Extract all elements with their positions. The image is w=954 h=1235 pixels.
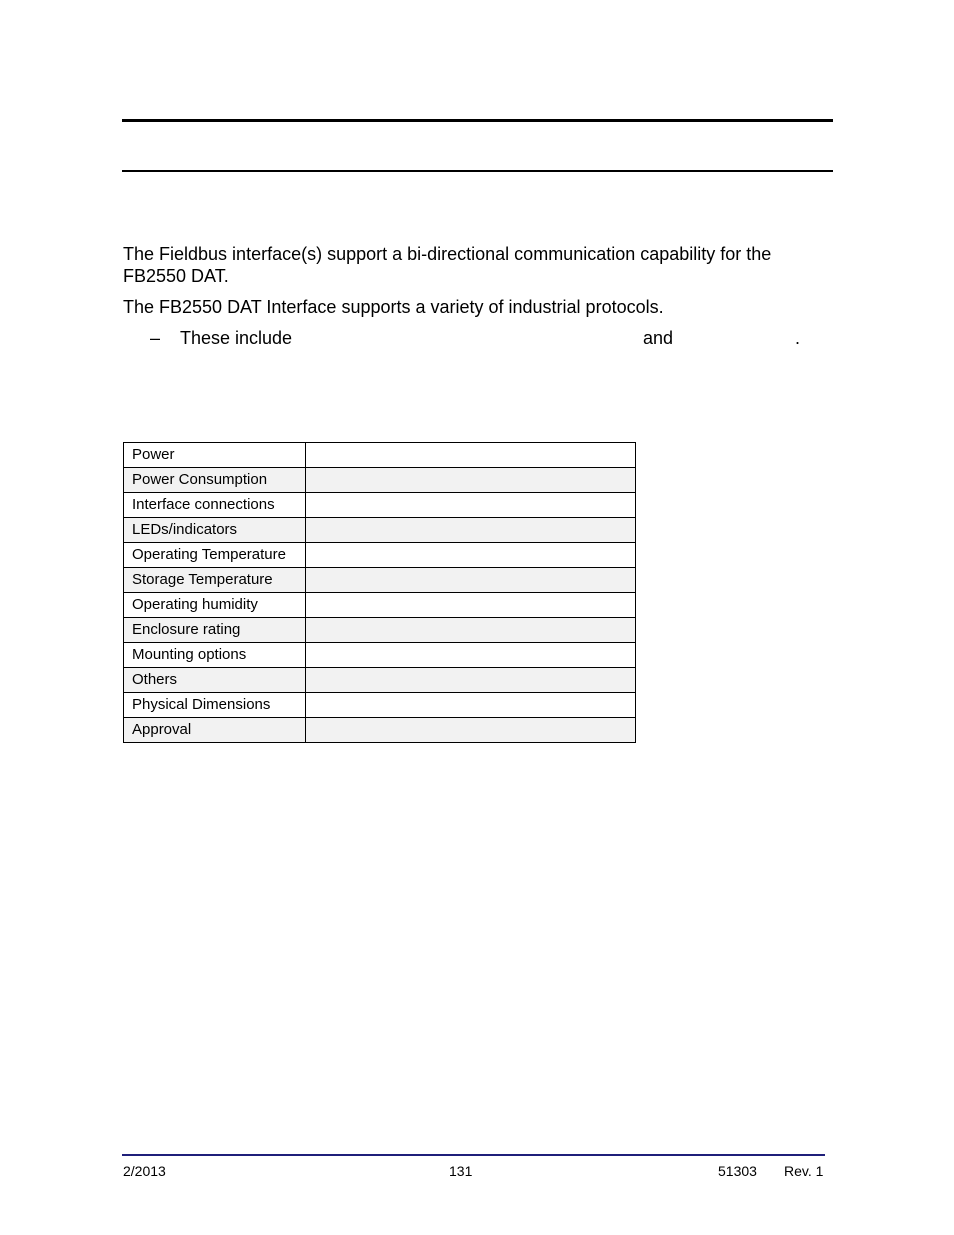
spec-label: Mounting options: [124, 643, 306, 668]
header-rule-bottom: [122, 170, 833, 172]
spec-label: Approval: [124, 718, 306, 743]
spec-value: [306, 693, 636, 718]
spec-value: [306, 593, 636, 618]
spec-label: Others: [124, 668, 306, 693]
spec-value: [306, 493, 636, 518]
spec-label: LEDs/indicators: [124, 518, 306, 543]
spec-label: Storage Temperature: [124, 568, 306, 593]
spec-label: Physical Dimensions: [124, 693, 306, 718]
spec-label: Enclosure rating: [124, 618, 306, 643]
bullet-item: [150, 327, 810, 349]
footer-document-number: 51303: [718, 1163, 757, 1179]
footer-page-number: 131: [449, 1163, 473, 1179]
spec-value: [306, 643, 636, 668]
table-row: [124, 643, 636, 668]
table-row: [124, 668, 636, 693]
spec-label: Operating Temperature: [124, 543, 306, 568]
table-row: [124, 618, 636, 643]
bullet-text: These include: [180, 328, 293, 348]
footer-rule: [122, 1154, 825, 1156]
table-row: [124, 518, 636, 543]
spec-label: Operating humidity: [124, 593, 306, 618]
table-row: [124, 493, 636, 518]
specifications-table: [123, 442, 636, 743]
bullet-and: and: [643, 328, 674, 348]
body-paragraph-2: The FB2550 DAT Interface supports a variety of industrial protocols.: [123, 297, 664, 317]
table-row: [124, 693, 636, 718]
table-row: [124, 443, 636, 468]
spec-value: [306, 668, 636, 693]
spec-value: [306, 718, 636, 743]
header-rule-top: [122, 119, 833, 122]
table-row: [124, 593, 636, 618]
table-row: [124, 718, 636, 743]
spec-label: Power Consumption: [124, 468, 306, 493]
footer-revision: Rev. 1: [784, 1163, 824, 1179]
table-row: [124, 468, 636, 493]
bullet-period: .: [795, 328, 801, 348]
spec-value: [306, 468, 636, 493]
spec-value: [306, 543, 636, 568]
spec-label: Power: [124, 443, 306, 468]
spec-value: [306, 618, 636, 643]
footer-date: 2/2013: [123, 1163, 166, 1179]
spec-label: Interface connections: [124, 493, 306, 518]
body-paragraph-1: The Fieldbus interface(s) support a bi-directional communication capability for the FB2550 DAT.: [123, 244, 772, 286]
table-row: [124, 568, 636, 593]
table-row: [124, 543, 636, 568]
bullet-dash: –: [150, 328, 161, 348]
spec-value: [306, 518, 636, 543]
spec-value: [306, 443, 636, 468]
spec-value: [306, 568, 636, 593]
